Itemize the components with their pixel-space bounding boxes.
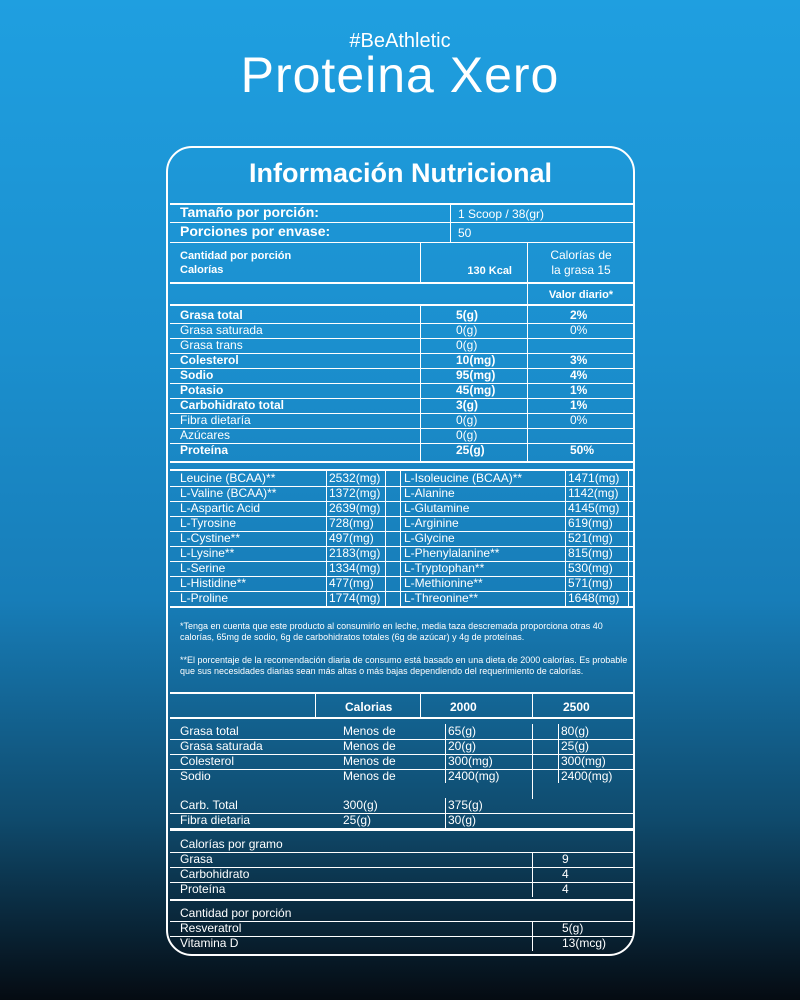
amino-name: L-Lysine** bbox=[180, 546, 235, 560]
divider bbox=[170, 242, 634, 243]
amino-value: 2532(mg) bbox=[329, 471, 381, 485]
nutrient-amount: 5(g) bbox=[456, 308, 478, 322]
nutrient-dv: 4% bbox=[570, 368, 588, 382]
amino-name: L-Methionine** bbox=[404, 576, 483, 590]
nutrient-name: Potasio bbox=[180, 383, 224, 397]
amino-name: L-Isoleucine (BCAA)** bbox=[404, 471, 523, 485]
divider bbox=[420, 692, 421, 717]
nutrient-dv: 50% bbox=[570, 443, 595, 457]
divider bbox=[400, 471, 401, 606]
nutrient-dv: 2% bbox=[570, 308, 588, 322]
nutrient-dv: 1% bbox=[570, 398, 588, 412]
nutrient-name: Azúcares bbox=[180, 428, 231, 442]
fat-calories-line1: Calorías de bbox=[550, 248, 612, 262]
carb-row-2000: 25(g) bbox=[343, 813, 372, 827]
calories-label: Calorías bbox=[180, 264, 224, 276]
extra-value: 13(mcg) bbox=[562, 936, 607, 950]
divider bbox=[420, 306, 421, 461]
amino-name: L-Arginine bbox=[404, 516, 459, 530]
amino-value: 530(mg) bbox=[568, 561, 613, 575]
amino-name: L-Alanine bbox=[404, 486, 455, 500]
dv-row-2000: 65(g) bbox=[448, 724, 477, 738]
nutrient-amount: 45(mg) bbox=[456, 383, 496, 397]
cpg-name: Carbohidrato bbox=[180, 867, 250, 881]
nutrient-amount: 95(mg) bbox=[456, 368, 496, 382]
divider bbox=[326, 471, 327, 606]
dv-header-2500: 2500 bbox=[563, 700, 590, 714]
dv-row-2500: 300(mg) bbox=[561, 754, 606, 768]
footnote-daily-value: **El porcentaje de la recomendación diaria de consumo está basado en una dieta de 2000 calorías. Es probable que sus necesidades diarias sean más altas o más bajas dependiendo del requerimiento de calorías. bbox=[180, 655, 628, 676]
amino-value: 619(mg) bbox=[568, 516, 613, 530]
divider bbox=[532, 852, 533, 897]
amino-value: 1142(mg) bbox=[568, 486, 619, 500]
divider bbox=[315, 692, 316, 717]
nutrient-dv: 1% bbox=[570, 383, 588, 397]
divider bbox=[170, 829, 634, 831]
dv-row-name: Grasa saturada bbox=[180, 739, 263, 753]
amino-value: 728(mg) bbox=[329, 516, 374, 530]
divider bbox=[170, 304, 634, 306]
amino-name: L-Proline bbox=[180, 591, 229, 605]
servings-per-value: 50 bbox=[458, 226, 472, 240]
nutrient-amount: 0(g) bbox=[456, 323, 478, 337]
amino-name: L-Glutamine bbox=[404, 501, 470, 515]
extra-name: Vitamina D bbox=[180, 936, 239, 950]
amino-value: 1648(mg) bbox=[568, 591, 620, 605]
divider bbox=[170, 692, 634, 694]
extra-value: 5(g) bbox=[562, 921, 584, 935]
dv-header-2000: 2000 bbox=[450, 700, 477, 714]
divider bbox=[385, 471, 386, 606]
divider bbox=[420, 242, 421, 282]
dv-row-2500: 25(g) bbox=[561, 739, 590, 753]
divider bbox=[445, 724, 446, 783]
amino-value: 2183(mg) bbox=[329, 546, 381, 560]
amino-name: Leucine (BCAA)** bbox=[180, 471, 276, 485]
product-title: Proteina Xero bbox=[240, 47, 560, 103]
nutrient-dv: 0% bbox=[570, 323, 588, 337]
divider bbox=[170, 717, 634, 719]
nutrient-dv: 3% bbox=[570, 353, 588, 367]
nutrient-name: Grasa total bbox=[180, 308, 243, 322]
amino-name: L-Threonine** bbox=[404, 591, 479, 605]
divider bbox=[445, 798, 446, 828]
nutrient-amount: 0(g) bbox=[456, 338, 478, 352]
amino-name: L-Phenylalanine** bbox=[404, 546, 500, 560]
divider bbox=[170, 606, 634, 608]
divider bbox=[532, 921, 533, 951]
amino-name: L-Tyrosine bbox=[180, 516, 237, 530]
nutrient-name: Sodio bbox=[180, 368, 214, 382]
nutrient-name: Grasa trans bbox=[180, 338, 243, 352]
cal-per-gram-label: Calorías por gramo bbox=[180, 837, 283, 851]
nutrient-name: Grasa saturada bbox=[180, 323, 263, 337]
servings-per-label: Porciones por envase: bbox=[180, 223, 331, 239]
dv-row-2500: 2400(mg) bbox=[561, 769, 613, 783]
cpg-value: 9 bbox=[562, 852, 569, 866]
amino-value: 2639(mg) bbox=[329, 501, 381, 515]
dv-row-2000: 20(g) bbox=[448, 739, 477, 753]
amino-value: 4145(mg) bbox=[568, 501, 620, 515]
nutrient-amount: 25(g) bbox=[456, 443, 485, 457]
qty-per-serving-label: Cantidad por porción bbox=[180, 250, 292, 262]
divider bbox=[532, 692, 533, 717]
serving-size-value: 1 Scoop / 38(gr) bbox=[458, 207, 545, 221]
amino-name: L-Histidine** bbox=[180, 576, 247, 590]
amino-value: 815(mg) bbox=[568, 546, 613, 560]
carb-row-2500: 375(g) bbox=[448, 798, 483, 812]
amino-name: L-Serine bbox=[180, 561, 226, 575]
nutrient-dv: 0% bbox=[570, 413, 588, 427]
row-divider bbox=[170, 368, 634, 369]
divider bbox=[628, 471, 629, 606]
amino-name: L-Tryptophan** bbox=[404, 561, 485, 575]
dv-row-2000: 2400(mg) bbox=[448, 769, 500, 783]
dv-row-name: Sodio bbox=[180, 769, 211, 783]
divider bbox=[170, 899, 634, 901]
nutrient-name: Colesterol bbox=[180, 353, 239, 367]
carb-row-name: Fibra dietaria bbox=[180, 813, 251, 827]
daily-value-header: Valor diario* bbox=[548, 289, 614, 301]
row-divider bbox=[170, 353, 634, 354]
divider bbox=[170, 282, 634, 284]
divider bbox=[558, 724, 559, 783]
amino-name: L-Cystine** bbox=[180, 531, 241, 545]
cpg-value: 4 bbox=[562, 882, 569, 896]
row-divider bbox=[170, 428, 634, 429]
dv-row-2500: 80(g) bbox=[561, 724, 590, 738]
cpg-value: 4 bbox=[562, 867, 569, 881]
divider bbox=[565, 471, 566, 606]
dv-row-2000: 300(mg) bbox=[448, 754, 493, 768]
nutrient-name: Carbohidrato total bbox=[180, 398, 284, 412]
amino-value: 571(mg) bbox=[568, 576, 613, 590]
dv-row-cond: Menos de bbox=[343, 724, 396, 738]
serving-size-label: Tamaño por porción: bbox=[180, 204, 319, 220]
amino-value: 1334(mg) bbox=[329, 561, 381, 575]
hashtag: #BeAthletic bbox=[349, 30, 451, 52]
carb-row-2500: 30(g) bbox=[448, 813, 477, 827]
nutrient-amount: 3(g) bbox=[456, 398, 478, 412]
dv-row-cond: Menos de bbox=[343, 754, 396, 768]
carb-row-name: Carb. Total bbox=[180, 798, 238, 812]
amino-name: L-Glycine bbox=[404, 531, 455, 545]
fat-calories-line2: la grasa 15 bbox=[551, 263, 611, 277]
divider bbox=[532, 724, 533, 799]
dv-row-cond: Menos de bbox=[343, 739, 396, 753]
divider bbox=[170, 461, 634, 463]
cpg-name: Proteína bbox=[180, 882, 226, 896]
amino-value: 521(mg) bbox=[568, 531, 613, 545]
dv-header-calories: Calorias bbox=[345, 700, 393, 714]
dv-row-name: Colesterol bbox=[180, 754, 235, 768]
amino-value: 497(mg) bbox=[329, 531, 374, 545]
amino-value: 1774(mg) bbox=[329, 591, 381, 605]
cpg-name: Grasa bbox=[180, 852, 213, 866]
nutrient-name: Proteína bbox=[180, 443, 229, 457]
dv-row-name: Grasa total bbox=[180, 724, 239, 738]
amino-value: 1372(mg) bbox=[329, 486, 381, 500]
divider bbox=[450, 203, 451, 242]
row-divider bbox=[170, 383, 634, 384]
panel-title: Información Nutricional bbox=[248, 158, 553, 188]
extra-name: Resveratrol bbox=[180, 921, 242, 935]
nutrient-name: Fibra dietaría bbox=[180, 413, 251, 427]
carb-row-2000: 300(g) bbox=[343, 798, 378, 812]
nutrient-amount: 0(g) bbox=[456, 428, 478, 442]
nutrient-amount: 0(g) bbox=[456, 413, 478, 427]
row-divider bbox=[170, 443, 634, 444]
extra-label: Cantidad por porción bbox=[180, 906, 292, 920]
amino-name: L-Aspartic Acid bbox=[180, 501, 261, 515]
nutrient-amount: 10(mg) bbox=[456, 353, 496, 367]
amino-value: 477(mg) bbox=[329, 576, 374, 590]
calories-value: 130 Kcal bbox=[467, 265, 512, 277]
dv-row-cond: Menos de bbox=[343, 769, 396, 783]
footnote-milk: *Tenga en cuenta que este producto al consumirlo en leche, media taza descremada proporciona otras 40 calorías, 65mg de sodio, 6g de carbohidratos totales (6g de azúcar) y 4g de proteínas. bbox=[180, 621, 603, 642]
amino-name: L-Valine (BCAA)** bbox=[180, 486, 277, 500]
amino-value: 1471(mg) bbox=[568, 471, 620, 485]
divider bbox=[527, 306, 528, 461]
